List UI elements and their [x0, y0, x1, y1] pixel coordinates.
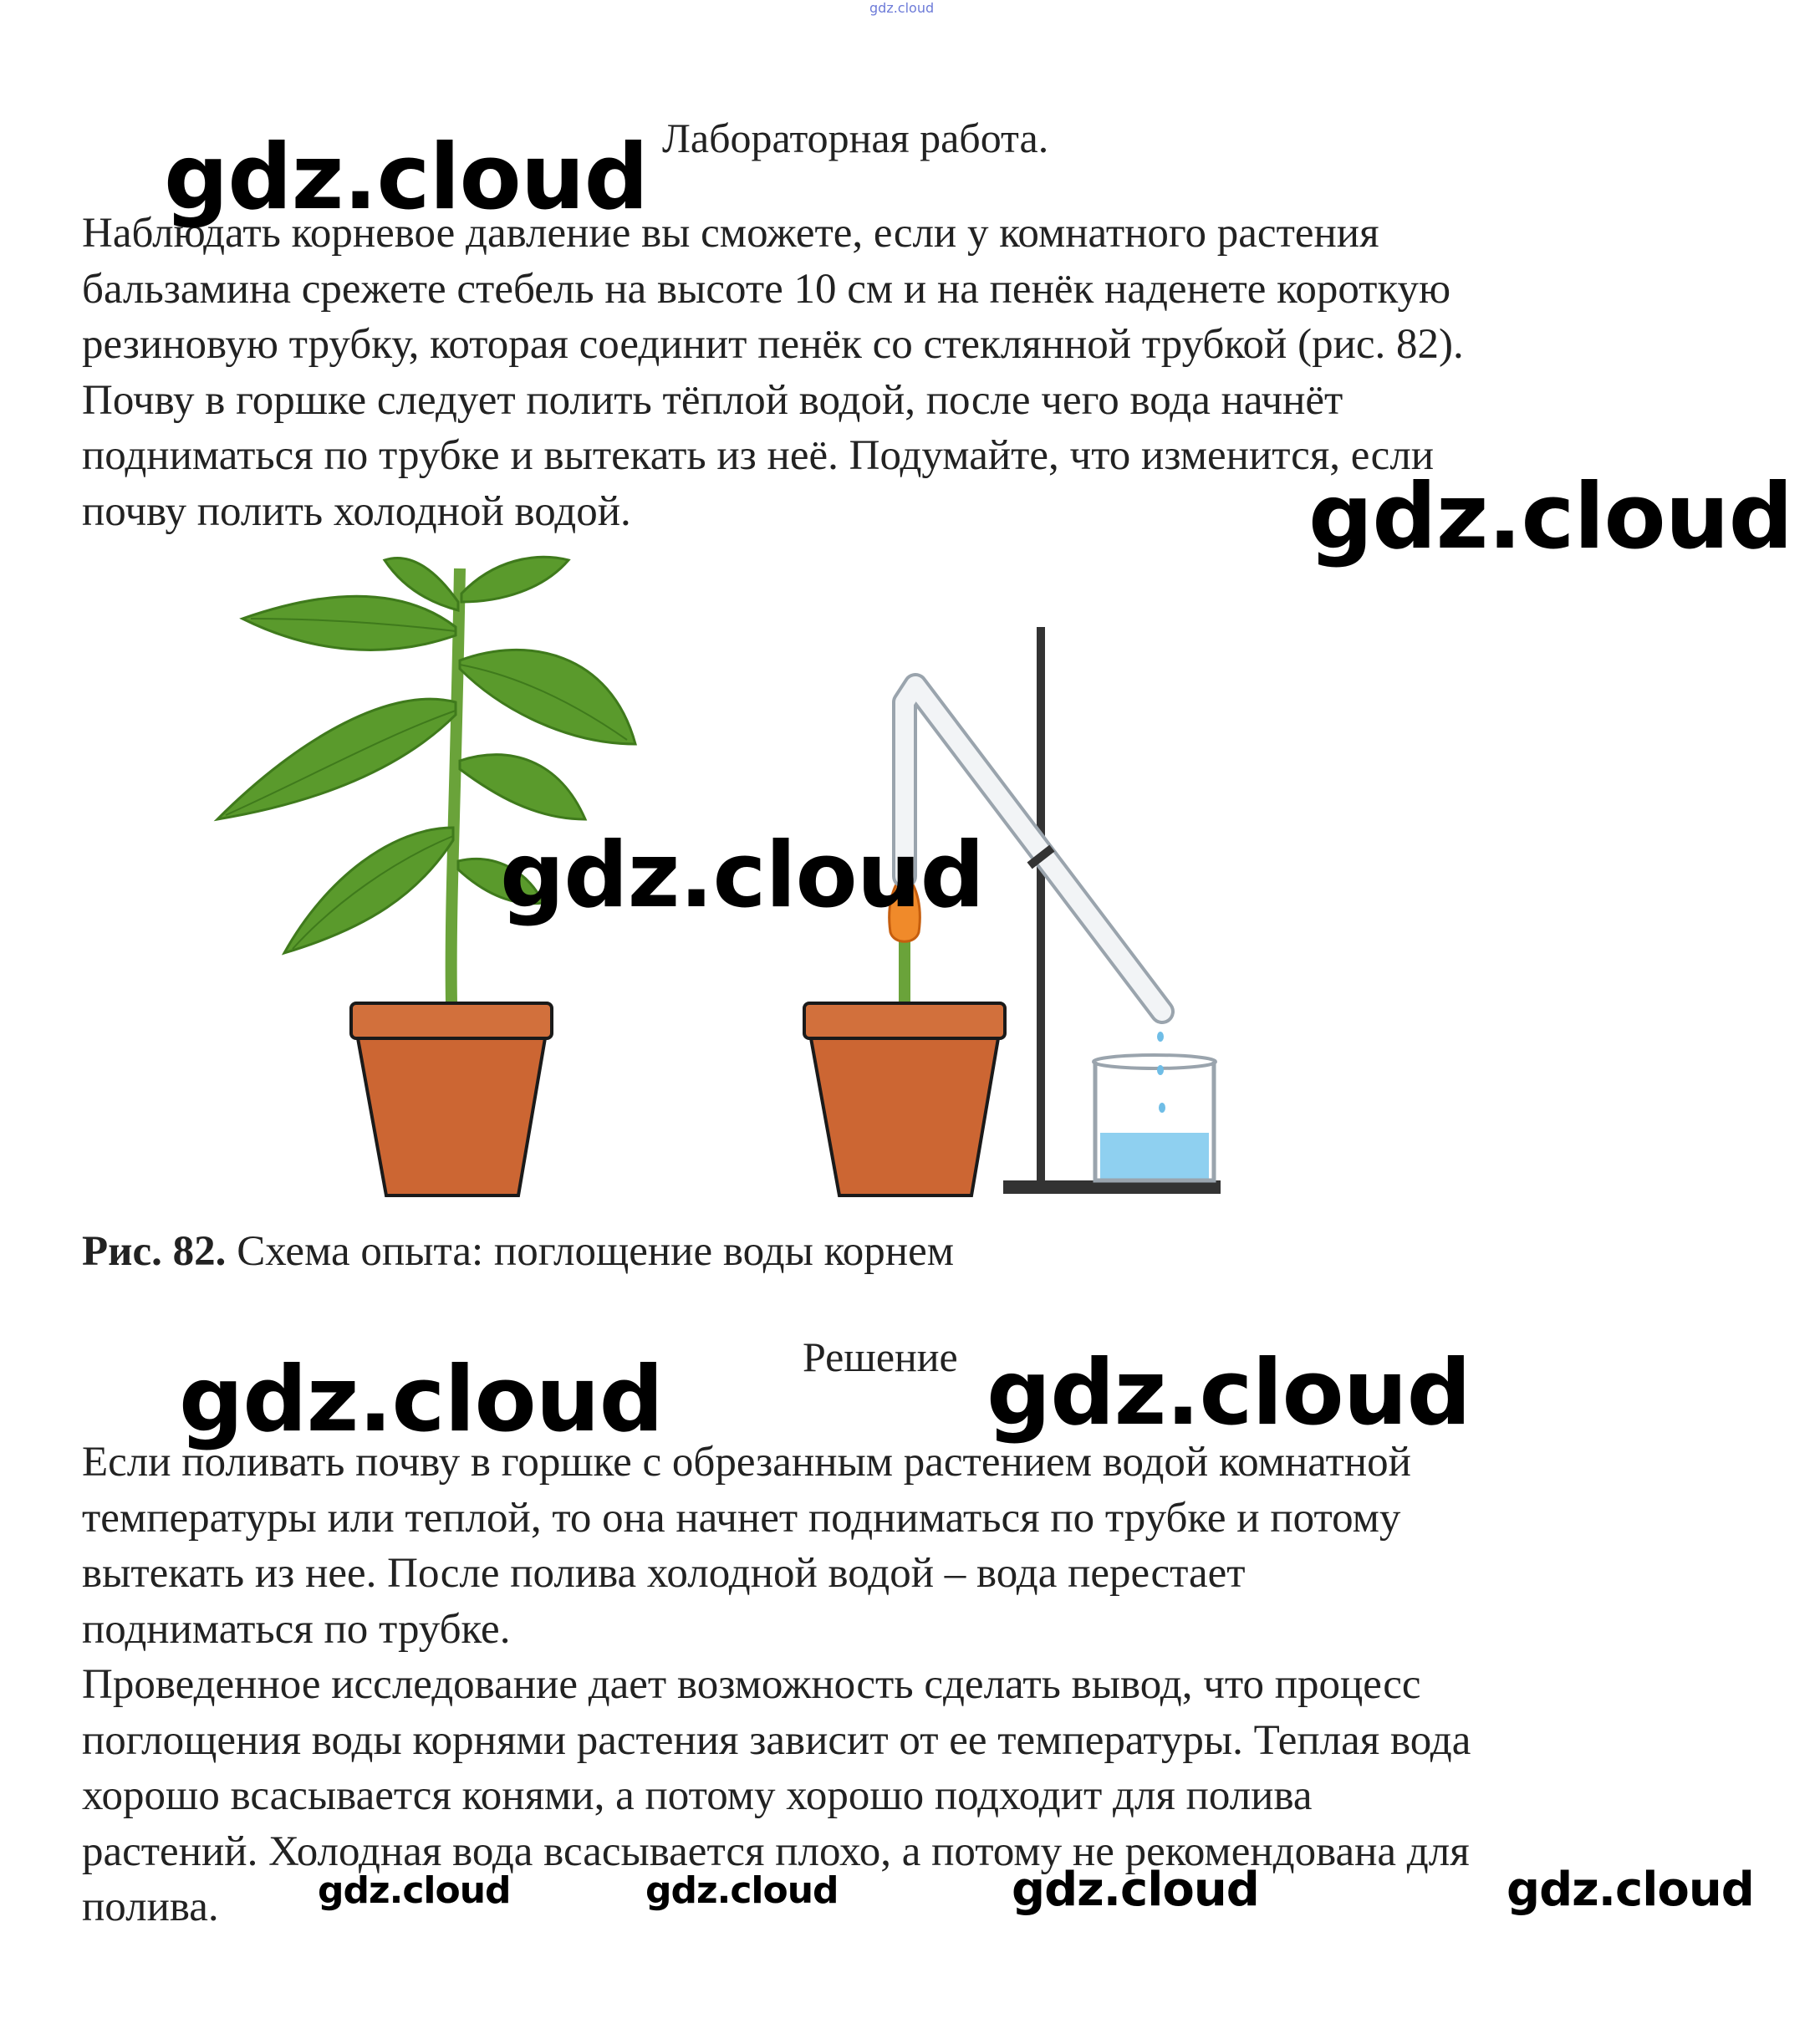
solution-line: хорошо всасывается конями, а потому хорошо подходит для полива — [82, 1772, 1313, 1819]
right-pot — [804, 1003, 1005, 1195]
watermark: gdz.cloud — [1506, 1863, 1754, 1917]
solution-line: поглощения воды корнями растения зависит от ее температуры. Теплая вода — [82, 1716, 1471, 1764]
solution-line: подниматься по трубке. — [82, 1605, 511, 1653]
pot-body — [811, 1038, 998, 1195]
leaf — [460, 755, 585, 819]
figure-caption — [82, 1227, 954, 1276]
task-line: резиновую трубку, которая соединит пенёк со стеклянной трубкой (рис. 82). — [82, 321, 1464, 368]
leaf — [284, 828, 453, 953]
water-drops — [1157, 1032, 1165, 1113]
task-title: Лабораторная работа. — [662, 115, 1049, 161]
water-drop — [1157, 1065, 1164, 1075]
solution-line: Проведенное исследование дает возможность сделать вывод, что процесс — [82, 1661, 1421, 1708]
caption-label: Рис. 82. — [82, 1228, 227, 1275]
beaker-water — [1100, 1133, 1209, 1181]
task-line: Почву в горшке следует полить тёплой водой, после чего вода начнёт — [82, 376, 1343, 424]
left-pot — [351, 1003, 552, 1195]
solution-title: Решение — [803, 1333, 958, 1380]
watermark: gdz.cloud — [645, 1869, 839, 1912]
beaker — [1094, 1055, 1216, 1181]
solution-line: температуры или теплой, то она начнет подниматься по трубке и потому — [82, 1494, 1401, 1542]
pot-body — [358, 1038, 545, 1195]
watermark: gdz.cloud — [164, 125, 648, 230]
solution-line: полива. — [82, 1884, 219, 1930]
watermark: gdz.cloud — [500, 823, 984, 928]
pot-rim — [804, 1003, 1005, 1038]
solution-line: вытекать из нее. После полива холодной водой – вода перестает — [82, 1550, 1246, 1597]
stand-rod — [1037, 627, 1045, 1187]
solution-paragraph-1 — [82, 1435, 1746, 1657]
solution-line: Если поливать почву в горшке с обрезанным растением водой комнатной — [82, 1439, 1411, 1486]
task-line: подниматься по трубке и вытекать из неё. Подумайте, что изменится, если — [82, 432, 1435, 479]
water-drop — [1157, 1032, 1164, 1042]
watermark: gdz.cloud — [179, 1348, 663, 1452]
watermark: gdz.cloud — [318, 1869, 511, 1912]
task-line: бальзамина срежете стебель на высоте 10 см и на пенёк наденете короткую — [82, 265, 1451, 313]
top-watermark: gdz.cloud — [869, 0, 935, 16]
leaf — [460, 650, 635, 744]
leaf — [461, 557, 568, 602]
whole-plant — [217, 557, 635, 1003]
leaf — [217, 699, 456, 819]
task-line: почву полить холодной водой. — [82, 487, 631, 535]
pot-rim — [351, 1003, 552, 1038]
watermark: gdz.cloud — [1012, 1863, 1259, 1917]
water-drop — [1159, 1103, 1165, 1113]
leaf — [242, 596, 456, 650]
task-line: Наблюдать корневое давление вы сможете, если у комнатного растения — [82, 210, 1379, 257]
watermark: gdz.cloud — [1308, 465, 1792, 569]
solution-line: растений. Холодная вода всасывается плохо, а потому не рекомендована для — [82, 1828, 1470, 1875]
watermark: gdz.cloud — [986, 1341, 1471, 1445]
caption-text: Схема опыта: поглощение воды корнем — [237, 1228, 954, 1275]
